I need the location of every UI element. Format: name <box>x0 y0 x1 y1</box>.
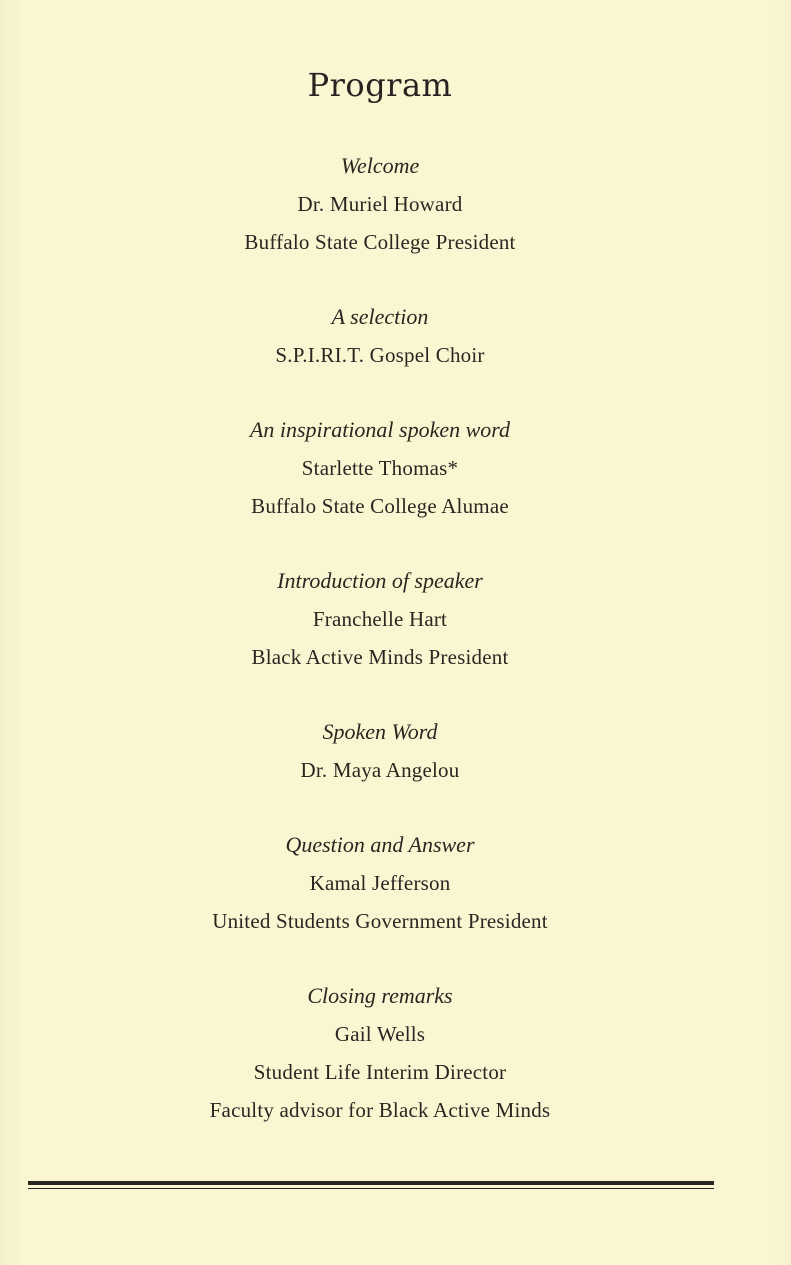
program-list <box>0 147 760 1129</box>
program-item-heading: Welcome <box>340 153 420 178</box>
program-item-heading: A selection <box>331 304 429 329</box>
program-item-heading: Spoken Word <box>322 719 438 744</box>
program-item-line: Faculty advisor for Black Active Minds <box>209 1098 551 1122</box>
program-item-inspirational-word <box>0 411 760 525</box>
program-item-line: Black Active Minds President <box>251 645 509 669</box>
program-content <box>0 62 760 1129</box>
program-item-introduction <box>0 562 760 676</box>
program-item-line: Dr. Muriel Howard <box>297 192 463 216</box>
program-item-line: Franchelle Hart <box>312 607 448 631</box>
footer-rule-thin <box>28 1188 714 1189</box>
program-item-line: United Students Government President <box>212 909 548 933</box>
program-item-line: S.P.I.RI.T. Gospel Choir <box>275 343 485 367</box>
program-item-spoken-word <box>0 713 760 789</box>
program-item-heading: Closing remarks <box>307 983 453 1008</box>
program-item-welcome <box>0 147 760 261</box>
page-title: Program <box>307 66 453 104</box>
program-item-heading: Introduction of speaker <box>277 568 483 593</box>
program-item-line: Student Life Interim Director <box>253 1060 507 1084</box>
footer-rule-thick <box>28 1181 714 1185</box>
program-item-line: Gail Wells <box>334 1022 426 1046</box>
program-item-line: Buffalo State College President <box>244 230 516 254</box>
program-item-heading: An inspirational spoken word <box>249 417 511 442</box>
program-item-heading: Question and Answer <box>285 832 475 857</box>
program-item-line: Dr. Maya Angelou <box>300 758 460 782</box>
program-item-line: Starlette Thomas* <box>301 456 459 480</box>
program-item-line: Kamal Jefferson <box>309 871 451 895</box>
program-item-question-answer <box>0 826 760 940</box>
program-item-selection <box>0 298 760 374</box>
program-item-line: Buffalo State College Alumae <box>251 494 509 518</box>
program-item-closing-remarks <box>0 977 760 1129</box>
